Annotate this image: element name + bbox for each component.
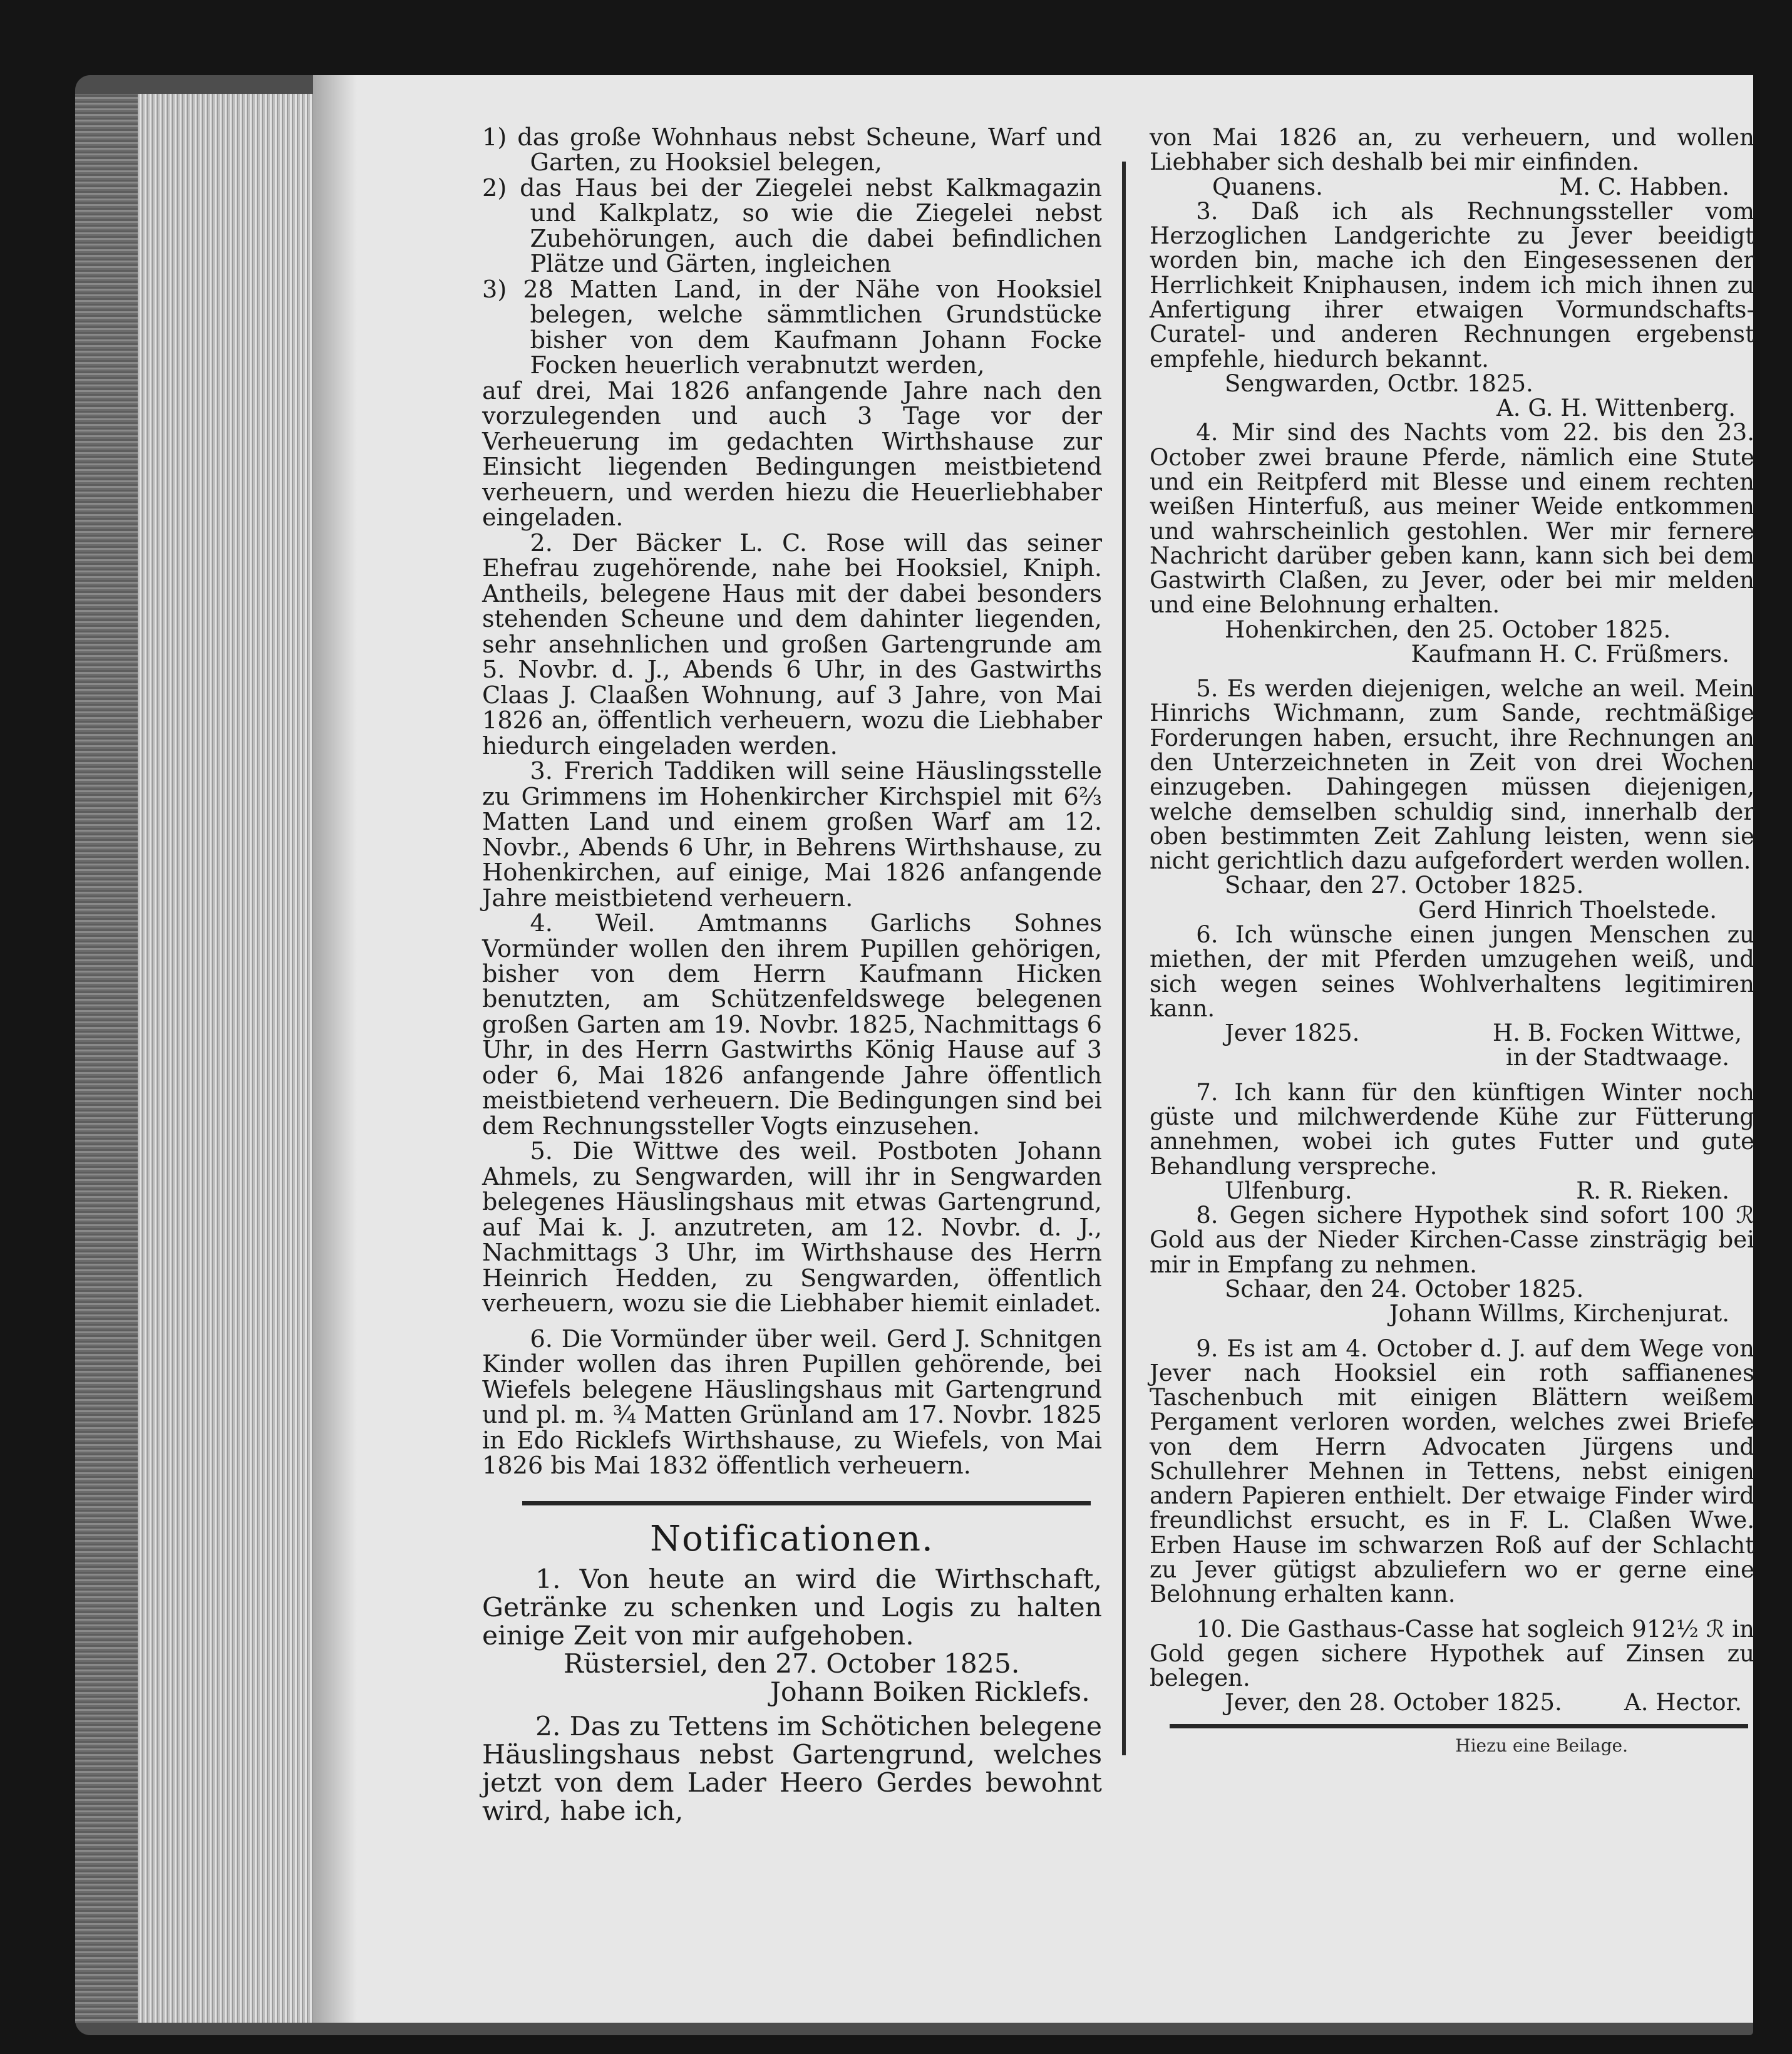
section-heading: Notificationen. [650, 1519, 934, 1559]
place-date: Jever 1825. [1225, 1019, 1360, 1047]
paragraph: 5. Die Wittwe des weil. Postboten Johann Ahmels, zu Sengwarden, will ihr in Sengwarden belegenes Häuslingshaus mit etwas Gartengrund, auf Mai k. J. anzutreten, am 12. Novbr. d. J., Nachmittags 3 Uhr, im Wirthshause des Herrn Heinrich Hedden, zu Sengwarden, öffentlich verheuern, wozu sie die Liebhaber hiemit einladet. [482, 1138, 1102, 1318]
list-item: 2) das Haus bei der Ziegelei nebst Kalkmagazin und Kalkplatz, so wie die Ziegelei nebst Zubehörungen, auch die dabei befindlichen Plätze und Gärten, ingleichen [482, 174, 1102, 279]
paragraph: 6. Ich wünsche einen jungen Menschen zu miethen, der mit Pferden umzugehen weiß, und sich wegen seines Wohlverhaltens legitimiren kann. [1150, 921, 1754, 1022]
left-column [482, 125, 1102, 1479]
place-date: Rüstersiel, den 27. October 1825. [564, 1649, 1020, 1680]
paragraph: 4. Weil. Amtmanns Garlichs Sohnes Vormünder wollen den ihrem Pupillen gehörigen, bisher von dem Herrn Kaufmann Hicken benutzten, am Schützenfeldswege belegenen großen Garten am 19. Novbr. 1825, Nachmittags 6 Uhr, in des Herrn Gastwirths König Hause auf 3 oder 6, Mai 1826 anfangende Jahre öffentlich meistbietend verheuern. Die Bedingungen sind bei dem Rechnungssteller Vogts einzusehen. [482, 910, 1102, 1140]
place-date: Sengwarden, Octbr. 1825. [1225, 369, 1533, 397]
footer-note: Hiezu eine Beilage. [1455, 1735, 1628, 1756]
paragraph: 2. Der Bäcker L. C. Rose will das seiner Ehefrau zugehörende, nahe bei Hooksiel, Kniph. Antheils, belegene Haus mit der dabei besonders stehenden Scheune und dem dahinter liegenden, sehr ansehnlichen und großen Gartengrunde am 5. Novbr. d. J., Abends 6 Uhr, in des Gastwirths Claas J. Claaßen Wohnung, auf 3 Jahre, von Mai 1826 an, öffentlich verheuern, wozu die Liebhaber hiedurch eingeladen werden. [482, 529, 1102, 760]
place-date: Quanens. [1212, 173, 1323, 200]
signature-line [1150, 1690, 1754, 1715]
signature: R. R. Rieken. [1576, 1177, 1729, 1204]
paragraph: 1. Von heute an wird die Wirthschaft, Getränke zu schenken und Logis zu halten einige Zeit von mir aufgehoben. [482, 1564, 1102, 1651]
place-date: Jever, den 28. October 1825. [1225, 1689, 1562, 1716]
closing-rule [1170, 1724, 1748, 1728]
paragraph: 6. Die Vormünder über weil. Gerd J. Schnitgen Kinder wollen das ihren Pupillen gehörende, bei Wiefels belegene Häuslingshaus mit Gartengrund und pl. m. ¾ Matten Grünland am 17. Novbr. 1825 in Edo Ricklefs Wirthshause, zu Wiefels, von Mai 1826 bis Mai 1832 öffentlich verheuern. [482, 1325, 1102, 1480]
signature: Gerd Hinrich Thoelstede. [1418, 896, 1717, 924]
signature: Johann Boiken Ricklefs. [770, 1677, 1090, 1708]
signature: H. B. Focken Wittwe, [1492, 1019, 1742, 1047]
right-column [1150, 125, 1754, 1715]
book-cover-edge [75, 94, 144, 2023]
paragraph: von Mai 1826 an, zu verheuern, und wollen Liebhaber sich deshalb bei mir einfinden. [1150, 124, 1754, 176]
list-item: 3) 28 Matten Land, in der Nähe von Hooksiel belegen, welche sämmtlichen Grundstücke bisher von dem Kaufmann Johann Focke Focken heuerlich verabnutzt werden, [482, 276, 1102, 380]
signature: M. C. Habben. [1559, 173, 1729, 200]
signature-line [1150, 1179, 1754, 1203]
place-date: Schaar, den 27. October 1825. [1225, 872, 1584, 899]
signature: in der Stadtwaage. [1505, 1044, 1729, 1071]
place-date: Ulfenburg. [1225, 1177, 1352, 1204]
paragraph: 8. Gegen sichere Hypothek sind sofort 100 ℛ Gold aus der Nieder Kirchen-Casse zinsträgig bei mir in Empfang zu nehmen. [1150, 1202, 1754, 1278]
notifications-left [482, 1566, 1102, 1825]
signature-line [1150, 1021, 1754, 1045]
paragraph: 5. Es werden diejenigen, welche an weil. Mein Hinrichs Wichmann, zum Sande, rechtmäßige Forderungen haben, ersucht, ihre Rechnungen an den Unterzeichneten in Zeit von drei Wochen einzugeben. Dahingegen müssen diejenigen, welche demselben schuldig sind, innerhalb der oben bestimmten Zeit Zahlung leisten, wenn sie nicht gerichtlich dazu aufgefordert werden wollen. [1150, 675, 1754, 875]
signature: A. Hector. [1624, 1689, 1742, 1716]
paragraph: 10. Die Gasthaus-Casse hat sogleich 912½ ℛ in Gold gegen sichere Hypothek auf Zinsen zu belegen. [1150, 1615, 1754, 1692]
paragraph: 7. Ich kann für den künftigen Winter noch güste und milchwerdende Kühe zur Fütterung annehmen, wobei ich gutes Futter und gute Behandlung verspreche. [1150, 1078, 1754, 1180]
section-rule [522, 1501, 1091, 1505]
paragraph: 3. Daß ich als Rechnungssteller vom Herzoglichen Landgerichte zu Jever beeidigt worden bin, mache ich den Eingesessenen der Herrlichkeit Kniphausen, indem ich mich ihnen zu Anfertigung ihrer etwaigen Vormundschafts- Curatel- und anderen Rechnungen ergebenst empfehle, hiedurch bekannt. [1150, 197, 1754, 373]
signature-line [1150, 175, 1754, 199]
signature: Kaufmann H. C. Früßmers. [1411, 640, 1729, 668]
signature: A. G. H. Wittenberg. [1496, 395, 1736, 422]
gutter-shadow [313, 75, 357, 2023]
column-rule [1122, 162, 1126, 1755]
paragraph: 3. Frerich Taddiken will seine Häuslingsstelle zu Grimmens im Hohenkircher Kirchspiel mit 6⅔ Matten Land und einem großen Warf am 12. Novbr., Abends 6 Uhr, in Behrens Wirthshause, zu Hohenkirchen, auf einige, Mai 1826 anfangende Jahre meistbietend verheuern. [482, 758, 1102, 912]
list-item: 1) das große Wohnhaus nebst Scheune, Warf und Garten, zu Hooksiel belegen, [482, 124, 1102, 177]
page-edges [138, 94, 326, 2023]
place-date: Schaar, den 24. October 1825. [1225, 1275, 1584, 1303]
signature: Johann Willms, Kirchenjurat. [1389, 1300, 1729, 1328]
paragraph: 4. Mir sind des Nachts vom 22. bis den 23. October zwei braune Pferde, nämlich eine Stute und ein Reitpferd mit Blesse und einem rechten weißen Hinterfuß, aus meiner Weide entkommen und wahrscheinlich gestohlen. Wer mir fernere Nachricht darüber geben kann, kann sich bei dem Gastwirth Claßen, zu Jever, oder bei mir melden und eine Belohnung erhalten. [1150, 419, 1754, 619]
paragraph: 9. Es ist am 4. October d. J. auf dem Wege von Jever nach Hooksiel ein roth saffianenes Taschenbuch mit einigen Blättern weißem Pergament verloren worden, welches zwei Briefe von dem Herrn Advocaten Jürgens und Schullehrer Mehnen in Tettens, nebst einigen andern Papieren enthielt. Der etwaige Finder wird freundlichst ersucht, es in F. L. Claßen Wwe. Erben Hause im schwarzen Roß auf der Schlacht zu Jever gütigst abzuliefern wo er gerne eine Belohnung erhalten kann. [1150, 1334, 1754, 1608]
place-date: Hohenkirchen, den 25. October 1825. [1225, 616, 1671, 643]
paragraph: auf drei, Mai 1826 anfangende Jahre nach den vorzulegenden und auch 3 Tage vor der Verheuerung im gedachten Wirthshause zur Einsicht liegenden Bedingungen meistbietend verheuern, und werden hiezu die Heuerliebhaber eingeladen. [482, 377, 1102, 532]
paragraph: 2. Das zu Tettens im Schötichen belegene Häuslingshaus nebst Gartengrund, welches jetzt von dem Lader Heero Gerdes bewohnt wird, habe ich, [482, 1711, 1102, 1827]
